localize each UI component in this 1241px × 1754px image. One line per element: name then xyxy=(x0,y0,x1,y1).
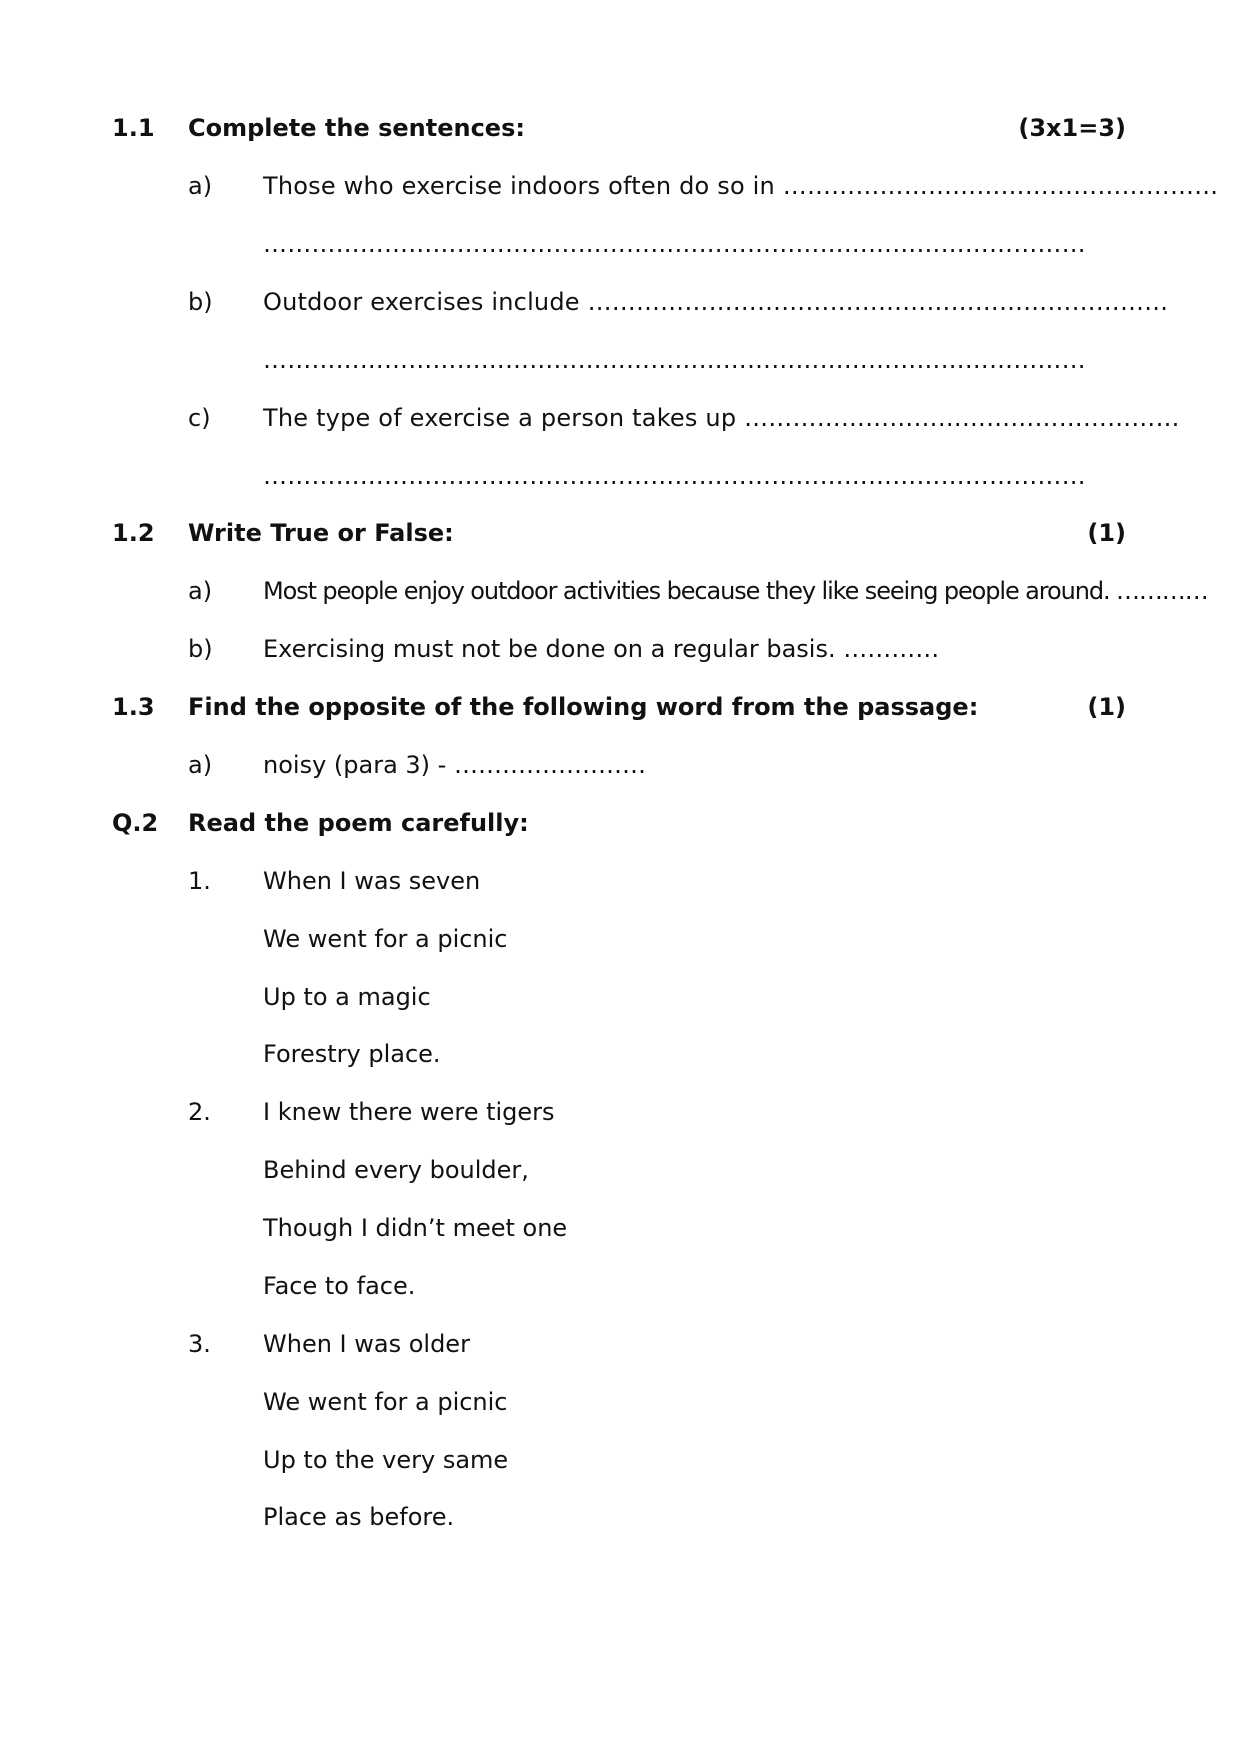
question-number-q2: Q.2 xyxy=(112,809,159,837)
item-text-1-2-a: Most people enjoy outdoor activities because they like seeing people around. ………… xyxy=(263,577,1208,605)
poem-line: We went for a picnic xyxy=(263,925,508,953)
question-heading-1-1: Complete the sentences: xyxy=(188,114,525,142)
item-text-1-1-a: Those who exercise indoors often do so in ……………………………………………… xyxy=(263,172,1219,200)
answer-line-1-1-b: ………………………………………………………………………………………… xyxy=(263,346,1086,374)
item-label-1-2-b: b) xyxy=(188,635,213,663)
item-text-1-1-b: Outdoor exercises include ……………………………………………………………… xyxy=(263,288,1169,316)
marks-1-3: (1) xyxy=(1087,693,1126,721)
item-label-1-2-a: a) xyxy=(188,577,213,605)
poem-line: Up to the very same xyxy=(263,1446,509,1474)
marks-1-1: (3x1=3) xyxy=(1018,114,1126,142)
poem-line: Behind every boulder, xyxy=(263,1156,529,1184)
stanza-number-1: 1. xyxy=(188,867,211,895)
question-heading-1-2: Write True or False: xyxy=(188,519,454,547)
question-heading-1-3: Find the opposite of the following word from the passage: xyxy=(188,693,979,721)
answer-line-1-1-a: ………………………………………………………………………………………… xyxy=(263,230,1086,258)
poem-line: Face to face. xyxy=(263,1272,416,1300)
stanza-number-2: 2. xyxy=(188,1098,211,1126)
poem-line: Though I didn’t meet one xyxy=(263,1214,568,1242)
question-number-1-2: 1.2 xyxy=(112,519,155,547)
poem-line: I knew there were tigers xyxy=(263,1098,555,1126)
poem-line: When I was seven xyxy=(263,867,481,895)
item-text-1-3-a: noisy (para 3) - …………………… xyxy=(263,751,646,779)
poem-line: Place as before. xyxy=(263,1503,455,1531)
item-label-1-3-a: a) xyxy=(188,751,213,779)
item-label-1-1-b: b) xyxy=(188,288,213,316)
question-number-1-1: 1.1 xyxy=(112,114,155,142)
question-number-1-3: 1.3 xyxy=(112,693,155,721)
question-heading-q2: Read the poem carefully: xyxy=(188,809,529,837)
item-label-1-1-c: c) xyxy=(188,404,211,432)
poem-line: When I was older xyxy=(263,1330,470,1358)
item-label-1-1-a: a) xyxy=(188,172,213,200)
poem-line: We went for a picnic xyxy=(263,1388,508,1416)
poem-line: Forestry place. xyxy=(263,1040,441,1068)
stanza-number-3: 3. xyxy=(188,1330,211,1358)
marks-1-2: (1) xyxy=(1087,519,1126,547)
item-text-1-1-c: The type of exercise a person takes up ……………………………………………… xyxy=(263,404,1180,432)
answer-line-1-1-c: ………………………………………………………………………………………… xyxy=(263,462,1086,490)
item-text-1-2-b: Exercising must not be done on a regular basis. ………… xyxy=(263,635,940,663)
poem-line: Up to a magic xyxy=(263,983,431,1011)
